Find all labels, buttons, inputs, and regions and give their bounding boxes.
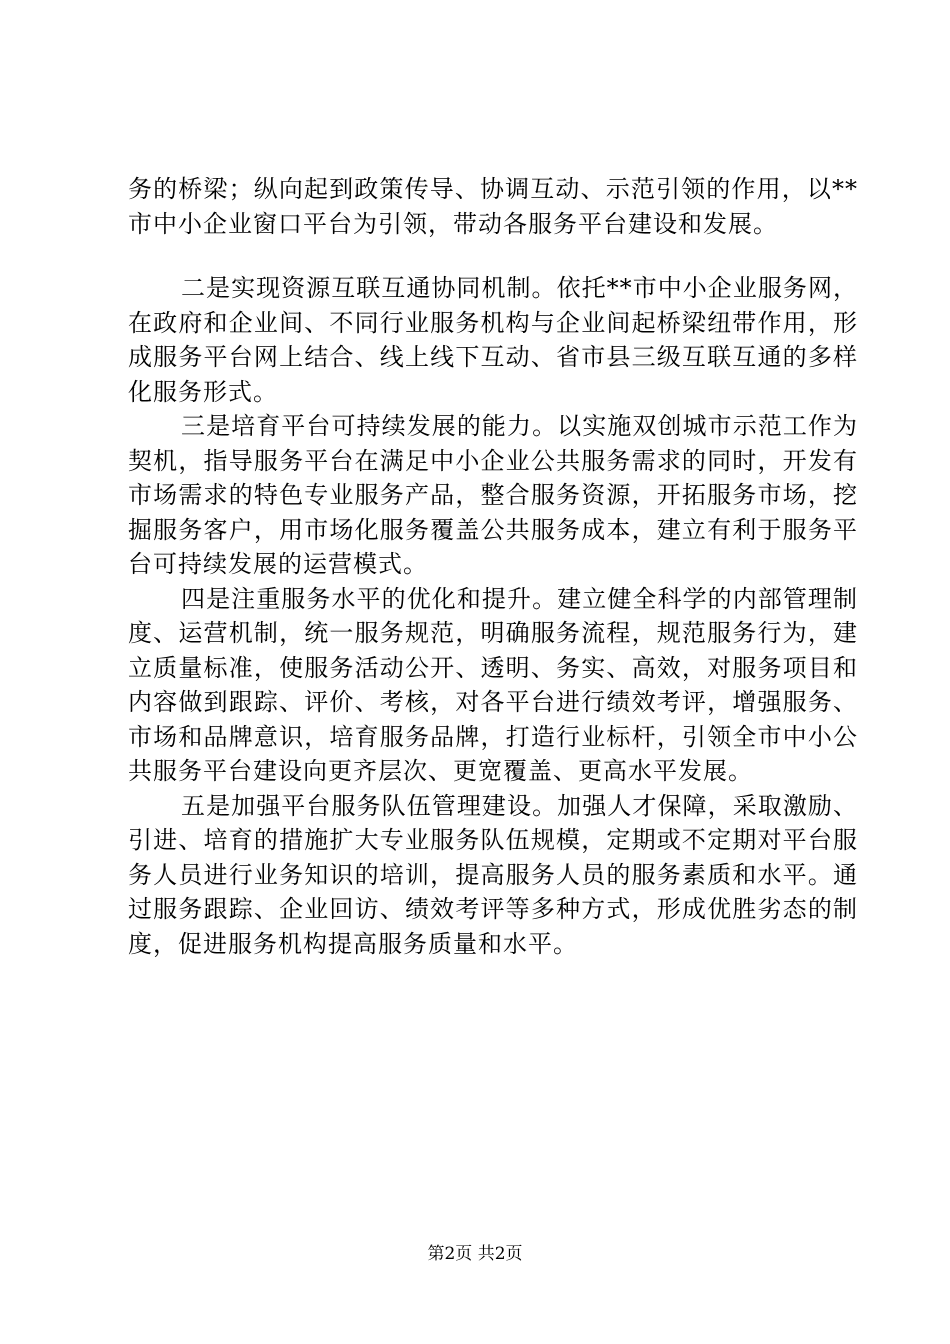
paragraph-continuation: 务的桥梁；纵向起到政策传导、协调互动、示范引领的作用，以**市中小企业窗口平台为引领，带动各服务平台建设和发展。 [128, 175, 858, 238]
paragraph-sustainable-development: 三是培育平台可持续发展的能力。以实施双创城市示范工作为契机，指导服务平台在满足中小企业公共服务需求的同时，开发有市场需求的特色专业服务产品，整合服务资源，开拓服务市场，挖掘服务客户，用市场化服务覆盖公共服务成本，建立有利于服务平台可持续发展的运营模式。 [128, 412, 858, 578]
paragraph-service-optimization: 四是注重服务水平的优化和提升。建立健全科学的内部管理制度、运营机制，统一服务规范，明确服务流程，规范服务行为，建立质量标准，使服务活动公开、透明、务实、高效，对服务项目和内容做到跟踪、评价、考核，对各平台进行绩效考评，增强服务、市场和品牌意识，培育服务品牌，打造行业标杆，引领全市中小公共服务平台建设向更齐层次、更宽覆盖、更高水平发展。 [128, 584, 858, 785]
document-body [128, 172, 858, 961]
paragraph-team-building: 五是加强平台服务队伍管理建设。加强人才保障，采取激励、引进、培育的措施扩大专业服务队伍规模，定期或不定期对平台服务人员进行业务知识的培训，提高服务人员的服务素质和水平。通过服务跟踪、企业回访、绩效考评等多种方式，形成优胜劣态的制度，促进服务机构提高服务质量和水平。 [128, 791, 858, 958]
paragraph-resource-interconnection: 二是实现资源互联互通协同机制。依托**市中小企业服务网，在政府和企业间、不同行业服务机构与企业间起桥梁纽带作用，形成服务平台网上结合、线上线下互动、省市县三级互联互通的多样化服务形式。 [128, 274, 858, 406]
page-footer: 第2页 共2页 [427, 1244, 523, 1264]
